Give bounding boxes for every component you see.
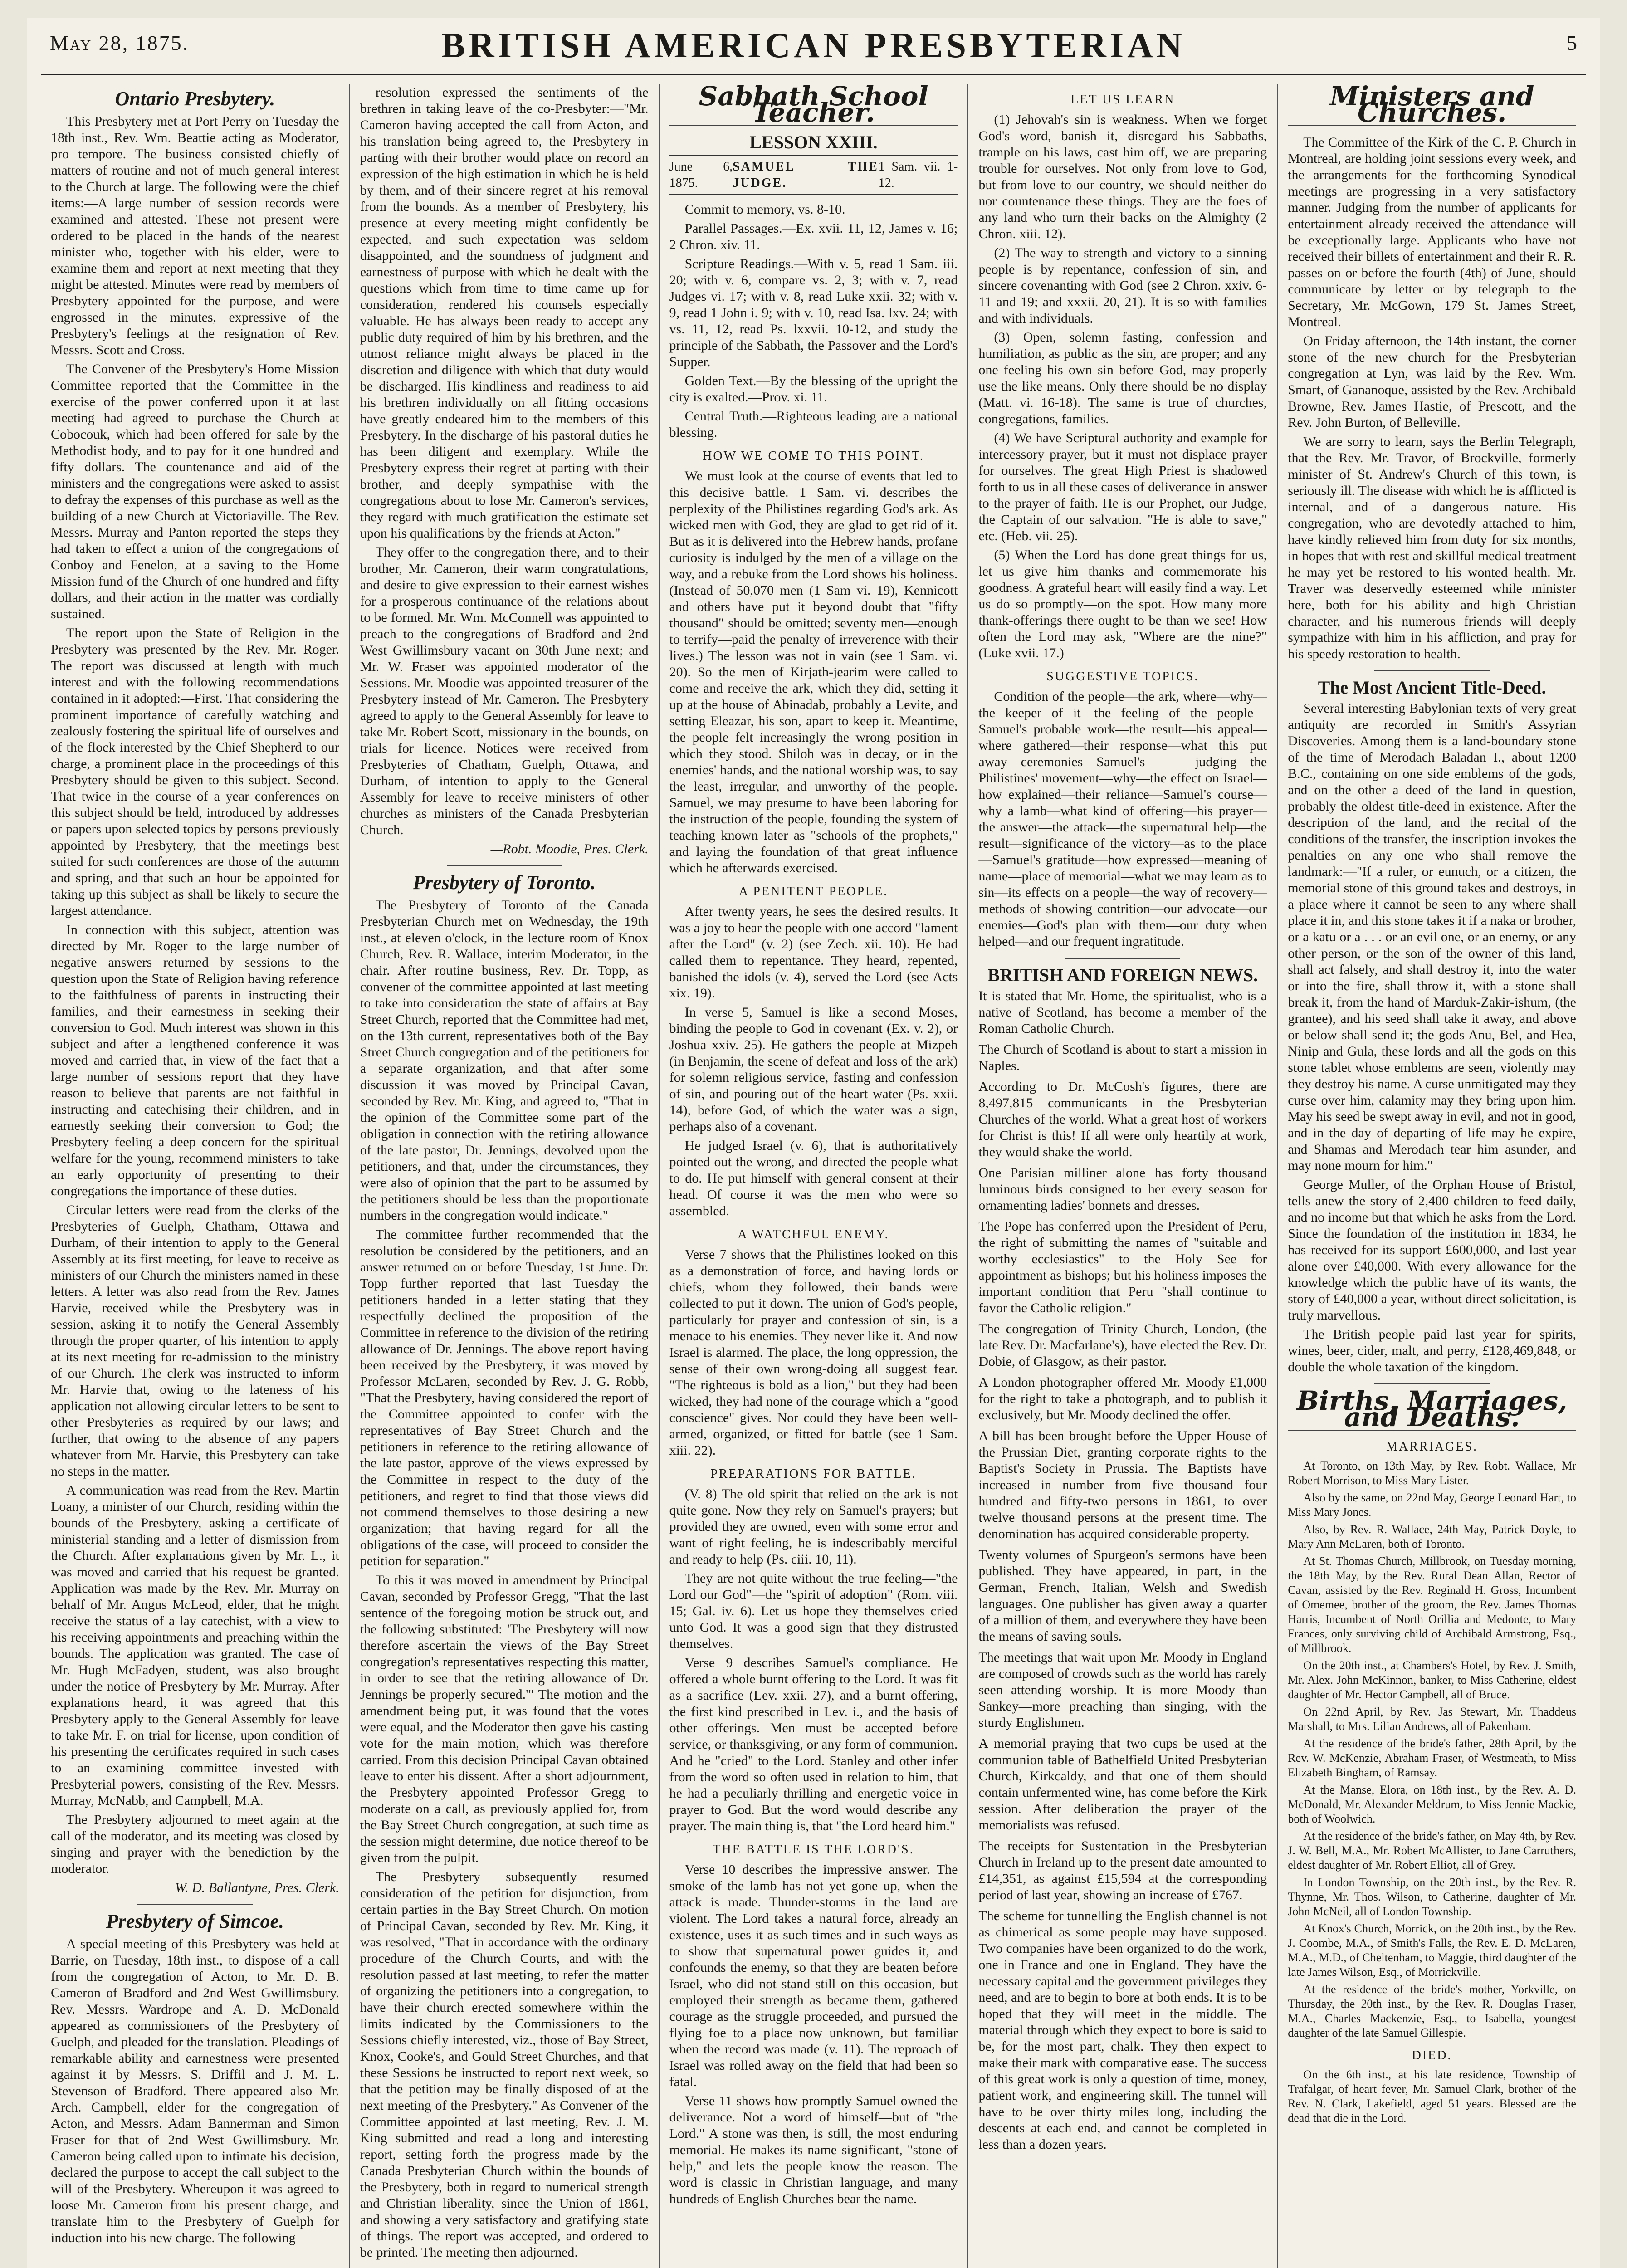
paragraph: They offer to the congregation there, and to their brother, Mr. Cameron, their warm congratulations, and desire to give expression to their earnest wishes for a prosperous continuance of the relations about to be formed. Mr. Wm. McConnell was appointed to preach to the congregations of Bradford and 2nd West Gwillimsbury vacant on 30th June next; and Mr. W. Fraser was appointed moderator of the Sessions. Mr. Moodie was appointed treasurer of the Presbytery instead of Mr. Cameron. The Presbytery agreed to apply to the General Assembly for leave to take Mr. Robert Scott, missionary in the bounds, on trials for licence. Notices were received from Presbyteries of Chatham, Guelph, Ottawa, and Durham, of intention to apply to the General Assembly for leave to receive ministers of other churches as ministers of the Canada Presbyterian Church.: [360, 545, 649, 837]
subheading-died: DIED.: [1412, 2048, 1452, 2063]
section-heading: BRITISH AND FOREIGN NEWS.: [987, 965, 1258, 985]
news-item: A London photographer offered Mr. Moody £1,000 for the right to take a photograph, and to publish it exclusively, but Mr. Moody declined the offer.: [978, 1375, 1267, 1422]
column-4: [968, 84, 1278, 2268]
columns: [41, 75, 1586, 2268]
subheading: A WATCHFUL ENEMY.: [738, 1227, 889, 1242]
paragraph: Central Truth.—Righteous leading are a national blessing.: [669, 409, 958, 440]
news-item: Twenty volumes of Spurgeon's sermons have been published. They have appeared, in part, in the German, French, Italian, Welsh and Swedish languages. One publisher has given away a quarter of a million of them, and everywhere they have been the means of saving souls.: [978, 1547, 1267, 1644]
paragraph: After twenty years, he sees the desired results. It was a joy to hear the people with one accord "lament after the Lord" (v. 2) (see Zech. xii. 10). He had called them to repentance. They heard, repented, banished the idols (v. 4), served the Lord (see Acts xix. 19).: [669, 904, 958, 1001]
paragraph: Verse 7 shows that the Philistines looked on this as a demonstration of force, and having lords or chiefs, whom they followed, their bands were collected to put it down. The union of God's people, particularly for prayer and confession of sin, is a menace to his enemies. They never like it. And now Israel is alarmed. The place, the long oppression, the sense of their own wrong-doing all suggest fear. "The righteous is bold as a lion," but they had been wicked, they had none of the courage which a "good conscience" gives. Nor could they have been well-armed, organized, or fitted for battle (see 1 Sam. xiii. 22).: [669, 1247, 958, 1458]
paragraph: (1) Jehovah's sin is weakness. When we forget God's word, banish it, disregard his Sabbaths, trample on his laws, cast him off, we are preparing trouble for ourselves. Not only from love to God, but from love to our country, we should neither do nor countenance these things. They are the foes of any land who turn their backs on the Almighty (2 Chron. xiii. 12).: [978, 112, 1267, 241]
paragraph: The report upon the State of Religion in the Presbytery was presented by the Rev. Mr. Roger. The report was discussed at length with much interest and with the following recommendations contained in it adopted:—First. That considering the prominent importance of carefully watching and zealously fostering the spiritual life of ourselves and of the flock interested by the Chief Shepherd to our charge, a prominent place in the proceedings of this Presbytery should be given to this subject. Second. That twice in the course of a year conferences on this subject should be held, introduced by addresses or papers upon selected topics by persons previously appointed by Presbytery, that the meetings best suited for such conferences are those of the autumn and spring, and that such an hour be appointed for taking up this subject as shall be likely to secure the largest attendance.: [51, 626, 339, 918]
paragraph: Verse 9 describes Samuel's compliance. He offered a whole burnt offering to the Lord. It was fit as a sacrifice (Lev. xxii. 27), and a burnt offering, the first kind prescribed in Lev. i., and the basis of other offerings. Men must be accepted before service, or thanksgiving, or any form of communion. And he "cried" to the Lord. Stanley and other infer from the word so often used in relation to him, that he had a peculiarly thrilling and energetic voice in prayer to God. But the word would describe any prayer. The main thing is, that "the Lord heard him.": [669, 1655, 958, 1833]
masthead: [41, 18, 1586, 75]
column-5: [1278, 84, 1586, 2268]
paragraph: Commit to memory, vs. 8-10.: [684, 202, 845, 217]
news-item: The Church of Scotland is about to start a mission in Naples.: [978, 1042, 1267, 1073]
paragraph: Golden Text.—By the blessing of the upright the city is exalted.—Prov. xi. 11.: [669, 373, 958, 405]
paragraph: (5) When the Lord has done great things for us, let us give him thanks and commemorate his goodness. A grateful heart will easily find a way. Let us do so promptly—on the spot. How many more thank-offerings there ought to be than we see! How often the Lord may ask, "Where are the nine?" (Luke xvii. 17.): [978, 547, 1267, 660]
notice: On the 6th inst., at his late residence, Township of Trafalgar, of heart fever, Mr. Samuel Clark, brother of the Rev. N. Clark, Lakefield, aged 51 years. Blessed are the dead that die in the Lord.: [1288, 2068, 1576, 2125]
notice: At the residence of the bride's father, on May 4th, by Rev. J. W. Bell, M.A., Mr. Robert McAllister, to Jane Carruthers, eldest daughter of Mr. Robert Elliot, all of Grey.: [1288, 1829, 1576, 1872]
subheading: THE BATTLE IS THE LORD'S.: [713, 1843, 914, 1857]
subheading: PREPARATIONS FOR BATTLE.: [710, 1467, 917, 1481]
divider: [137, 1904, 253, 1905]
news-item: A memorial praying that two cups be used at the communion table of Bathelfield United Presbyterian Church, Kirkcaldy, and that one of them should contain unfermented wine, has come before the Kirk session. After deliberation the prayer of the memorialists was refused.: [978, 1736, 1267, 1833]
paragraph: George Muller, of the Orphan House of Bristol, tells anew the story of 2,400 children to feed daily, and no income but that which he asks from the Lord. Since the foundation of the institution in 1834, he has received for its support £600,000, and last year alone over £40,000. With every allowance for the knowledge which the public have of its wants, the story of £40,000 a year, without direct solicitation, is truly marvellous.: [1288, 1177, 1576, 1323]
lesson-reference: 1 Sam. vii. 1-12.: [878, 160, 958, 190]
news-item: The meetings that wait upon Mr. Moody in England are composed of crowds such as the world has rarely seen attending worship. It is more Moody than Sankey—more preaching than singing, with the sturdy Englishmen.: [978, 1650, 1267, 1730]
subheading: SUGGESTIVE TOPICS.: [1046, 670, 1199, 684]
divider: [1374, 670, 1490, 671]
notice: In London Township, on the 20th inst., by the Rev. R. Thynne, Mr. Thos. Wilson, to Catherine, daughter of Mr. John McNeil, all of London Township.: [1288, 1876, 1576, 1918]
paragraph: He judged Israel (v. 6), that is authoritatively pointed out the wrong, and directed the people what to do. He put himself with general consent at their head. Of course it was the men who were so assembled.: [669, 1138, 958, 1218]
divider: [1374, 1383, 1490, 1384]
paragraph: The committee further recommended that the resolution be considered by the petitioners, and an answer returned on or before Tuesday, 1st June. Dr. Topp further reported that last Tuesday the petitioners handed in a letter stating that they respectfully declined the proposition of the Committee in reference to the division of the retiring allowance of Dr. Jennings. The above report having been received by the Presbytery, it was moved by Professor McLaren, seconded by Rev. J. G. Robb, "That the Presbytery, having considered the report of the Committee appointed to confer with the representatives of Bay Street Church and the petitioners in reference to the retiring allowance of the late pastor, approve of the views expressed by the Committee in respect to the duty of the petitioners, and regret to find that those views did not commend themselves to those desiring a new organization; that having regard for all the obligations of the case, will proceed to consider the petition for separation.": [360, 1227, 649, 1569]
paragraph: Verse 11 shows how promptly Samuel owned the deliverance. Not a word of himself—but of "the Lord." A stone was then, is still, the most enduring memorial. He makes its name significant, "stone of help," and lets the people know the reason. The word is classic in Christian language, and many hundreds of English Churches bear the name.: [669, 2093, 958, 2206]
subheading: A PENITENT PEOPLE.: [738, 885, 889, 899]
paragraph: Scripture Readings.—With v. 5, read 1 Sam. iii. 20; with v. 6, compare vs. 2, 3; with v. 7, read Judges vi. 17; with v. 8, read Luke xxii. 32; with v. 9, read 1 John i. 9; with v. 10, read Isa. lxv. 24; with vs. 11, 12, read Ps. lxxvii. 10-12, and study the principle of the Sabbath, the Passover and the Lord's Supper.: [669, 256, 958, 369]
news-item: It is stated that Mr. Home, the spiritualist, who is a native of Scotland, has become a member of the Roman Catholic Church.: [978, 988, 1267, 1036]
paragraph: This Presbytery met at Port Perry on Tuesday the 18th inst., Rev. Wm. Beattie acting as Moderator, pro tempore. The business consisted chiefly of matters of routine and not of much general interest to the Church at large. The following were the chief items:—A large number of session records were examined and attested. These not present were ordered to be placed in the hands of the nearest minister who, together with his elder, were to examine them and report at next meeting that they might be attested. Minutes were read by members of Presbytery appointed for the purpose, and were engrossed in the minutes, expressive of the Presbytery's feelings at the resignation of Rev. Messrs. Scott and Cross.: [51, 114, 339, 357]
paragraph: The British people paid last year for spirits, wines, beer, cider, malt, and perry, £128,469,848, or double the whole taxation of the kingdom.: [1288, 1327, 1576, 1374]
paragraph: We must look at the course of events that led to this decisive battle. 1 Sam. vi. describes the perplexity of the Philistines regarding God's ark. As wicked men with God, they are glad to get rid of it. But as it is delivered into the Hebrew hands, profane curiosity is indulged by the men of a village on the way, and a rebuke from the Lord shows his holiness. (Instead of 50,070 men (1 Sam vi. 19), Kennicott and others have put it beyond doubt that "fifty thousand" should be omitted; seventy men—enough to terrify—paid the penalty of irreverence with their lives.) The lesson was not in vain (see 1 Sam. vi. 20). So the men of Kirjath-jearim were called to come and receive the ark, which they did, setting it up at the house of Abinadab, probably a Levite, and setting Eleazar, his son, apart to keep it. Meantime, the people felt increasingly the wrong position in which they stood. Shiloh was in decay, or in the enemies' hands, and the national worship was, to say the least, irregular, and unworthy of the people. Samuel, we may presume to have been laboring for the instruction of the people, founding the system of teaching known later as "schools of the prophets," and laying the foundation of that great influence which he afterwards exercised.: [669, 469, 958, 875]
signature: —Robt. Moodie, Pres. Clerk.: [490, 841, 649, 856]
paragraph: Parallel Passages.—Ex. xvii. 11, 12, James v. 16; 2 Chron. xiv. 11.: [669, 221, 958, 252]
paragraph: Condition of the people—the ark, where—why—the keeper of it—the feeling of the people—Samuel's probable work—the result—his appeal—where gathered—their response—what this put away—ceremonies—Samuel's judging—the Philistines' movement—why—the effect on Israel—how explained—their reliance—Samuel's course—why a lamb—what kind of offering—his prayer—the answer—the attack—the supernatural help—the result—significance of the victory—as to the place—Samuel's gratitude—how expressed—meaning of name—place of memorial—what we may learn as to sin—its effects on a people—the way of recovery—methods of showing contrition—our advocate—our enemies—God's plan with them—our duty when helped—and our frequent ingratitude.: [978, 689, 1267, 949]
lesson-number: LESSON XXIII.: [749, 132, 878, 152]
notice: At St. Thomas Church, Millbrook, on Tuesday morning, the 18th May, by the Rev. Rural Dean Allan, Rector of Cavan, assisted by the Rev. Reginald H. Gross, Incumbent of Omemee, brother of the groom, the Rev. James Thomas Harris, Incumbent of North Orillia and Medonte, to Mary Frances, only surviving child of Archibald Armstrong, Esq., of Millbrook.: [1288, 1554, 1576, 1655]
issue-date: May 28, 1875.: [50, 31, 190, 54]
news-item: The Pope has conferred upon the President of Peru, the right of submitting the names of "suitable and worthy ecclesiastics" to the Holy See for appointment as bishops; but his holiness imposes the important condition that Peru "shall continue to favor the Catholic religion.": [978, 1219, 1267, 1315]
article-heading: Presbytery of Simcoe.: [106, 1910, 284, 1932]
paragraph: We are sorry to learn, says the Berlin Telegraph, that the Rev. Mr. Travor, of Brockville, formerly minister of St. Andrew's Church of this town, is seriously ill. The disease with which he is afflicted is internal, and of a dangerous nature. His congregation, who are devotedly attached to him, have kindly relieved him from duty for six months, in hopes that with rest and skillful medical treatment he may yet be restored to his wonted health. Mr. Traver was deservedly esteemed while minister here, both for his ability and high Christian character, and his numerous friends will deeply sympathize with him in his affliction, and pray for his speedy restoration to health.: [1288, 434, 1576, 661]
paragraph: The Presbytery of Toronto of the Canada Presbyterian Church met on Wednesday, the 19th inst., at eleven o'clock, in the lecture room of Knox Church, Rev. R. Wallace, interim Moderator, in the chair. After routine business, Rev. Dr. Topp, as convener of the committee appointed at last meeting to take into consideration the state of affairs at Bay Street Church, reported that the Committee had met, on the 13th current, representatives both of the Bay Street Church congregation and of the petitioners for a separate organization, and that after some discussion it was moved by Principal Cavan, seconded by Rev. Mr. King, and agreed to, "That in the opinion of the Committee some part of the obligation in connection with the retiring allowance of the late pastor, Dr. Jennings, devolved upon the petitioners, and that, under the circumstances, they were also of opinion that the part to be assumed by the petitioners should be less than the proportionate numbers in the congregation would indicate.": [360, 898, 649, 1223]
divider: [1065, 958, 1180, 959]
notice: At the Manse, Elora, on 18th inst., by the Rev. A. D. McDonald, Mr. Alexander Meldrum, to Miss Jennie Mackie, both of Woolwich.: [1288, 1783, 1576, 1825]
news-item: According to Dr. McCosh's figures, there are 8,497,815 communicants in the Presbyterian Churches of the world. What a great host of workers for Christ is this! If all were only heartily at work, they would shake the world.: [978, 1079, 1267, 1159]
subheading: HOW WE COME TO THIS POINT.: [703, 449, 924, 463]
notice: At the residence of the bride's mother, Yorkville, on Thursday, the 20th inst., by the Rev. R. Douglas Fraser, M.A., Charles Mackenzie, Esq., to Isabella, youngest daughter of the late Samuel Gillespie.: [1288, 1983, 1576, 2039]
paragraph: (4) We have Scriptural authority and example for intercessory prayer, but it must not displace prayer for ourselves. The great High Priest is shadowed forth to us in all these cases of deliverance in answer to the prayer of faith. He is our Prophet, our Judge, the Captain of our salvation. "He is able to save," etc. (Heb. vii. 25).: [978, 430, 1267, 543]
paragraph: Verse 10 describes the impressive answer. The smoke of the lamb has not yet gone up, when the attack is made. Thunder-storms in the land are violent. The Lord takes a natural force, already an existence, uses it as such times and in such ways as to show that supernatural power guides it, and confounds the enemy, so that they are beaten before Israel, who did not stand still on this occasion, but employed their strength as became them, gathered courage as the struggle proceeded, and pursued the flying foe to a place now unknown, but familiar when the record was made (v. 11). The reproach of Israel was rolled away on the field that had been so fatal.: [669, 1862, 958, 2089]
section-heading: Births, Marriages, and Deaths.: [1288, 1393, 1576, 1431]
paragraph: The Convener of the Presbytery's Home Mission Committee reported that the Committee in the exercise of the power conferred upon it at last meeting had agreed to purchase the Church at Cobocouk, which had been offered for sale by the Methodist body, and to pay for it one hundred and fifty dollars. The countenance and aid of the ministers and the congregations were asked to assist to defray the expenses of this purchase as well as the building of a new Church at Victoriaville. The Rev. Messrs. Murray and Panton reported the steps they had taken to effect a union of the congregations of Conboy and Fenelon, at a saving to the Home Mission fund of the Church of one hundred and fifty dollars, and their action in the matter was cordially sustained.: [51, 362, 339, 621]
news-item: The receipts for Sustentation in the Presbyterian Church in Ireland up to the present date amounted to £14,351, as against £15,594 at the corresponding period of last year, showing an increase of £767.: [978, 1838, 1267, 1902]
news-item: A bill has been brought before the Upper House of the Prussian Diet, granting corporate rights to the Baptist's Society in Prussia. The Baptists have increased in number from five thousand four hundred and fifty-two persons in 1861, to over twelve thousand persons at the present time. The denomination has acquired considerable property.: [978, 1428, 1267, 1541]
page-number: 5: [1567, 31, 1577, 54]
news-item: The scheme for tunnelling the English channel is not as chimerical as some people may have supposed. Two companies have been organized to do the work, one in France and one in England. They have the necessary capital and the government privileges they need, and are to begin to bore at both ends. It is to be hoped that they will meet in the middle. The material through which they expect to bore is said to be, for the most part, chalk. They then expect to make their mark with comparative ease. The success of this great work is only a question of time, money, patient work, and engineering skill. The tunnel will have to be over thirty miles long, including the descents at each end, and cannot be completed in less than a dozen years.: [978, 1908, 1267, 2152]
notice: Also by the same, on 22nd May, George Leonard Hart, to Miss Mary Jones.: [1288, 1491, 1576, 1519]
column-2: [350, 84, 660, 2268]
paragraph: (3) Open, solemn fasting, confession and humiliation, as public as the sin, are proper; and any one feeling his own sin before God, may properly use the like means. Only there should be no display (Matt. vi. 16-18). The same is true of churches, congregations, families.: [978, 330, 1267, 426]
news-item: The congregation of Trinity Church, London, (the late Rev. Dr. Macfarlane's), have elected the Rev. Dr. Dobie, of Glasgow, as their pastor.: [978, 1321, 1267, 1369]
notice: Also, by Rev. R. Wallace, 24th May, Patrick Doyle, to Mary Ann McLaren, both of Toronto.: [1288, 1523, 1576, 1550]
paragraph: (2) The way to strength and victory to a sinning people is by repentance, confession of sin, and sincere covenanting with God (see 2 Chron. xxiv. 6-11 and 19; and xxxii. 20, 21). It is so with families and with individuals.: [978, 245, 1267, 326]
lesson-title: SAMUEL THE JUDGE.: [733, 160, 879, 190]
paragraph: A special meeting of this Presbytery was held at Barrie, on Tuesday, 18th inst., to dispose of a call from the congregation of Acton, to Mr. D. B. Cameron of Bradford and 2nd West Gwillimsbury. Rev. Messrs. Wardrope and A. D. McDonald appeared as commissioners of the Presbytery of Guelph, and pleaded for the translation. Pleadings of remarkable ability and earnestness were presented against it by Messrs. S. Driffil and J. M. L. Stevenson of Bradford. There appeared also Mr. Arch. Campbell, elder for the congregation of Acton, and Messrs. Adam Bannerman and Simon Fraser for that of 2nd West Gwillimsbury. Mr. Cameron being called upon to intimate his decision, declared the purpose to accept the call subject to the will of the Presbytery. Whereupon it was agreed to loose Mr. Cameron from his present charge, and translate him to the Presbytery of Guelph for induction into his new charge. The following: [51, 1936, 339, 2245]
paragraph: The Presbytery adjourned to meet again at the call of the moderator, and its meeting was closed by singing and prayer with the benediction by the moderator.: [51, 1812, 339, 1876]
signature: W. D. Ballantyne, Pres. Clerk.: [175, 1880, 339, 1895]
section-heading: Ministers and Churches.: [1288, 88, 1576, 126]
column-1: [41, 84, 350, 2268]
paragraph: Circular letters were read from the clerks of the Presbyteries of Guelph, Chatham, Ottawa and Durham, of their intention to apply to the General Assembly at its first meeting, for leave to receive as ministers of our Church the ministers named in these letters. A letter was also read from the Rev. James Harvie, received while the Presbytery was in session, asking it to notify the General Assembly through the proper quarter, of his intention to apply at its next meeting for re-admission to the ministry of our Church. The clerk was instructed to inform Mr. Harvie that, owing to the lateness of his application not allowing circular letters to be sent to other Presbyteries as required by our laws; and further, that owing to the absence of any papers whatever from Mr. Harvie, this Presbytery can take no steps in the matter.: [51, 1202, 339, 1479]
paragraph: Several interesting Babylonian texts of very great antiquity are recorded in Smith's Assyrian Discoveries. Among them is a land-boundary stone of the time of Merodach Baladan I., about 1200 B.C., containing on one side emblems of the gods, and on the other a deed of the land in question, probably the oldest title-deed in existence. After the description of the land, and the recital of the conditions of the transfer, the inscription invokes the penalties on any one who shall remove the landmark:—"If a ruler, or eunuch, or a citizen, the memorial stone of this ground takes and destroys, in a place where it cannot be seen to any where shall place it in, and this stone takes it if a naka or brother, or a katu or a . . . or an evil one, or an enemy, or any other person, or the son of the owner of this land, shall act falsely, and shall destroy it, into the water or into the fire, shall throw it, with a stone shall break it, from the hand of Marduk-Zakir-ishum, (the grantee), and his seed shall take it away, and above or below shall send it; the gods Anu, Bel, and Hea, Ninip and Gula, these lords and all the gods on this stone tablet whose emblems are seen, violently may they destroy his name. A curse unmitigated may they curse over him, calamity may they bring upon him. May his seed be swept away in evil, and not in good, and in the day of departing of life may he expire, and Shamas and Merodach tear him asunder, and may none mourn for him.": [1288, 701, 1576, 1173]
paragraph: They are not quite without the true feeling—"the Lord our God"—the "spirit of adoption" (Rom. viii. 15; Gal. iv. 6). Let us hope they themselves cried unto God. It was a good sign that they distrusted themselves.: [669, 1571, 958, 1651]
subheading-marriages: MARRIAGES.: [1386, 1440, 1478, 1454]
paragraph: In verse 5, Samuel is like a second Moses, binding the people to God in covenant (Ex. v. 2), or Joshua xxiv. 25). He gathers the people at Mizpeh (in Benjamin, the scene of defeat and loss of the ark) for solemn religious service, fasting and confession of sin, and pouring out of the heart water (Ps. xxii. 14), before God, of which the water was a sign, perhaps also of a covenant.: [669, 1005, 958, 1134]
paragraph: On Friday afternoon, the 14th instant, the corner stone of the new church for the Presbyterian congregation at Lyn, was laid by the Rev. Wm. Smart, of Gananoque, assisted by the Rev. Archibald Browne, Rev. James Hastie, of Prescott, and the Rev. John Burton, of Belleville.: [1288, 333, 1576, 430]
paragraph: The Presbytery subsequently resumed consideration of the petition for disjunction, from certain parties in the Bay Street Church. On motion of Principal Cavan, seconded by Rev. Mr. King, it was resolved, "That in accordance with the ordinary procedure of the Church Courts, and with the resolution passed at last meeting, to refer the matter of organizing the petitioners into a congregation, to have their church erected somewhere within the limits indicated by the Commissioners to the Sessions chiefly interested, viz., those of Bay Street, Knox, Cooke's, and Gould Street Churches, and that these Sessions be instructed to report next week, so that the petition may be finally disposed of at the next meeting of the Presbytery." As Convener of the Committee appointed at last meeting, Rev. J. M. King submitted and read a long and interesting report, setting forth the progress made by the Canada Presbyterian Church within the bounds of the Presbytery, both in regard to numerical strength and Christian liberality, since the Union of 1861, and showing a very satisfactory and gratifying state of things. The report was accepted, and ordered to be printed. The meeting then adjourned.: [360, 1869, 649, 2260]
paragraph: In connection with this subject, attention was directed by Mr. Roger to the large number of negative answers returned by sessions to the question upon the State of Religion having reference to the faithfulness of parents in instructing their families, and their earnestness in seeking their conversion to God. Much interest was shown in this subject and after a lengthened conference it was moved and carried that, in view of the fact that a large number of sessions report that they have reason to believe that parents are not faithful in instructing and catechising their children, and in earnestly seeking their conversion to God; the Presbytery feeling a deep concern for the spiritual welfare for the young, recommend ministers to take an early opportunity of presenting to their congregations the importance of these duties.: [51, 922, 339, 1198]
lesson-header: [669, 155, 958, 195]
newspaper-title: BRITISH AMERICAN PRESBYTERIAN: [441, 25, 1186, 65]
marriage-notices: [1288, 1459, 1576, 2040]
paragraph: A communication was read from the Rev. Martin Loany, a minister of our Church, residing within the bounds of the Presbytery, asking a certificate of ministerial standing and a letter of dismission from the Church. After explanations given by Mr. L., it was moved and carried that his request be granted. Application was made by the Rev. Mr. Murray on behalf of Mr. Angus McLeod, elder, that he might receive the status of a lay catechist, with a view to his receiving appointments and preaching within the bounds. The application was granted. The case of Mr. Hugh McFadyen, student, was also brought under the notice of Presbytery by Mr. Murray. After explanations heard, it was agreed that this Presbytery apply to the General Assembly for leave to take Mr. F. on trial for license, upon condition of his presenting the certificates required in such cases to an examining committee invested with Presbyterial powers, consisting of the Rev. Messrs. Murray, McNabb, and Campbell, M.A.: [51, 1483, 339, 1808]
article-heading: Ontario Presbytery.: [115, 88, 275, 110]
article-heading: The Most Ancient Title-Deed.: [1318, 677, 1546, 698]
subheading: LET US LEARN: [1070, 93, 1175, 107]
article-heading: Presbytery of Toronto.: [413, 871, 596, 894]
paragraph: (V. 8) The old spirit that relied on the ark is not quite gone. Now they rely on Samuel's prayers; but provided they are owned, even with some error and want of right feeling, he is indescribably merciful and ready to help (Ps. ciii. 10, 11).: [669, 1486, 958, 1567]
paragraph: The Committee of the Kirk of the C. P. Church in Montreal, are holding joint sessions every week, and the arrangements for the forthcoming Synodical meetings are progressing in a very satisfactory manner. Judging from the number of applicants for entertainment already received the attendance will be exceptionally large. Applicants who have not received their billets of entertainment and their R. R. passes on or before the fourth (4th) of June, should communicate by letter or by telegraph to the Secretary, Mr. McGown, 179 St. James Street, Montreal.: [1288, 135, 1576, 329]
notice: At Knox's Church, Morrick, on the 20th inst., by the Rev. J. Coombe, M.A., of Smith's Falls, the Rev. E. D. McLaren, M.A., M.D., of Cheltenham, to Maggie, third daughter of the late James Wilson, Esq., of Morrickville.: [1288, 1922, 1576, 1979]
notice: At the residence of the bride's father, 28th April, by the Rev. W. McKenzie, Abraham Fraser, of Westmeath, to Miss Elizabeth Bingham, of Ramsay.: [1288, 1737, 1576, 1779]
notice: On 22nd April, by Rev. Jas Stewart, Mr. Thaddeus Marshall, to Mrs. Lilian Andrews, all of Pakenham.: [1288, 1705, 1576, 1733]
divider: [447, 865, 562, 866]
notice: On the 20th inst., at Chambers's Hotel, by Rev. J. Smith, Mr. Alex. John McKinnon, banker, to Miss Catherine, eldest daughter of Mr. Hector Campbell, all of Bruce.: [1288, 1659, 1576, 1701]
lesson-date: June 6, 1875.: [669, 160, 733, 190]
column-3: [660, 84, 969, 2268]
notice: At Toronto, on 13th May, by Rev. Robt. Wallace, Mr Robert Morrison, to Miss Mary Lister.: [1288, 1459, 1576, 1487]
paragraph: resolution expressed the sentiments of the brethren in taking leave of the co-Presbyter:—"Mr. Cameron having accepted the call from Acton, and his translation being agreed to, the Presbytery in parting with their brother would place on record an expression of the high estimation in which he is held by them, and of their sincere regret at his removal from the bounds. As a member of Presbytery, his presence at every meeting might confidently be expected, and such expectation was seldom disappointed, and the soundness of judgment and earnestness of purpose with which he dealt with the questions which from time to time came up for consideration, rendered his counsels especially valuable. He has always been ready to accept any public duty required of him by his brethren, and the utmost reliance might always be placed in the discretion and diligence with which that duty would be discharged. His kindliness and readiness to aid his brethren individually on all fitting occasions have greatly endeared him to the members of this Presbytery. In the discharge of his pastoral duties he has been diligent and exemplary. While the Presbytery express their regret at parting with their brother, and deeply sympathise with the congregations about to lose Mr. Cameron's services, they regard with much gratification the estimate set upon his qualifications by the friends at Acton.": [360, 85, 649, 541]
news-items: [978, 988, 1267, 2153]
newspaper-page: [27, 18, 1600, 2268]
paragraph: To this it was moved in amendment by Principal Cavan, seconded by Professor Gregg, "That the last sentence of the foregoing motion be struck out, and the following substituted: 'The Presbytery will now therefore ascertain the views of the Bay Street congregation's representatives respecting this matter, in order to see that the retiring allowance of Dr. Jennings be properly secured.'" The motion and the amendment being put, it was found that the votes were equal, and the Moderator then gave his casting vote for the main motion, which was therefore carried. From this decision Principal Cavan obtained leave to enter his dissent. After a short adjournment, the Presbytery appointed Professor Gregg to moderate on a call, as previously applied for, from the Bay Street Church congregation, at such time as the session might determine, due notice thereof to be given from the pulpit.: [360, 1573, 649, 1865]
section-heading: Sabbath School Teacher.: [669, 88, 958, 126]
news-item: One Parisian milliner alone has forty thousand luminous birds consigned to her every season for ornamenting ladies' bonnets and dresses.: [978, 1165, 1267, 1213]
